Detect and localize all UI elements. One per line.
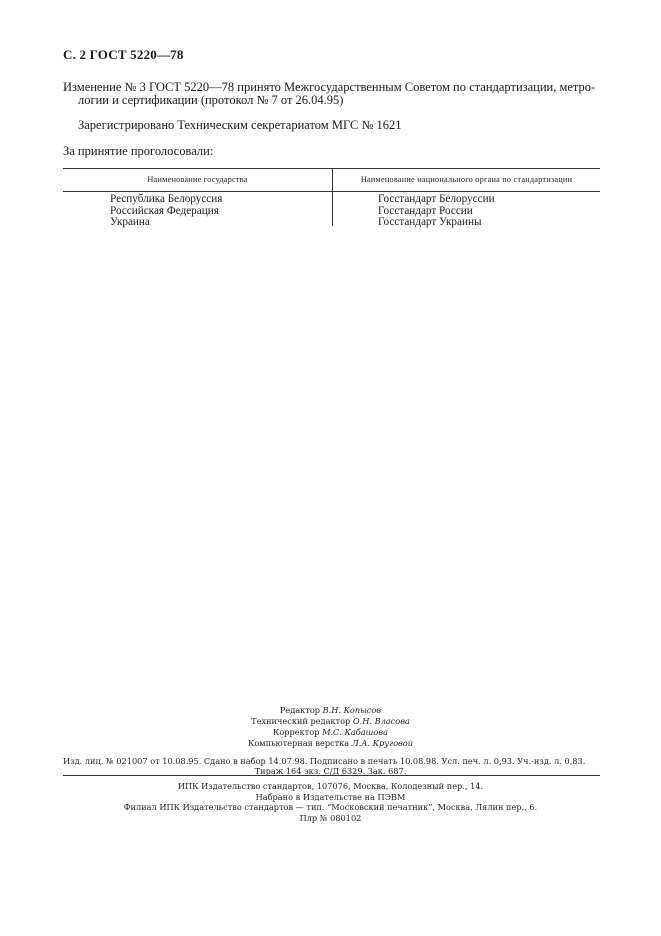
table-column-states bbox=[110, 194, 222, 229]
page-header: С. 2 ГОСТ 5220—78 bbox=[63, 47, 184, 62]
credit-proofreader bbox=[0, 727, 661, 737]
publisher-address: ИПК Издательство стандартов, 107076, Москва, Колодезный пер., 14. bbox=[177, 781, 484, 791]
publication-details-line1: Изд. лиц. № 021007 от 10.08.95. Сдано в набор 14.07.98. Подписано в печать 10.08.98. Усл. печ. л. 0,93. Уч.-изд. л. 0,83. bbox=[63, 756, 586, 766]
table-cell-state: Украина bbox=[110, 216, 150, 228]
table-column-national-bodies bbox=[378, 194, 495, 229]
imprint-divider bbox=[63, 775, 600, 776]
credit-layout bbox=[0, 738, 661, 748]
typeset-note: Набрано в Издательстве на ПЭВМ bbox=[255, 792, 406, 802]
credit-tech-editor bbox=[0, 716, 661, 726]
credit-person: О.Н. Власова bbox=[352, 716, 410, 726]
credit-role: Редактор bbox=[279, 705, 321, 715]
credit-role: Технический редактор bbox=[251, 716, 351, 726]
publication-details-line2: Тираж 164 экз. С/Д 6329. Зак. 687. bbox=[254, 766, 407, 776]
table-header-national-body: Наименование национального органа по стандартизации bbox=[360, 175, 573, 184]
table-cell-national-body: Госстандарт России bbox=[378, 204, 473, 217]
table-header-state: Наименование государства bbox=[147, 175, 248, 184]
credit-person: В.Н. Копысов bbox=[322, 705, 382, 715]
license-number: Плр № 080102 bbox=[299, 813, 362, 823]
credit-role: Компьютерная верстка bbox=[247, 738, 350, 748]
amendment-text-line1: Изменение № 3 ГОСТ 5220—78 принято Межгосударственным Советом по стандартизации, метро- bbox=[63, 80, 596, 94]
amendment-text-line2: логии и сертификации (протокол № 7 от 26.04.95) bbox=[78, 93, 344, 107]
voted-for-label: За принятие проголосовали: bbox=[63, 144, 214, 158]
credit-person: М.С. Кабашова bbox=[322, 727, 388, 737]
registration-note: Зарегистрировано Техническим секретариатом МГС № 1621 bbox=[78, 118, 402, 132]
table-cell-national-body: Госстандарт Белоруссии bbox=[378, 193, 495, 205]
printing-house: Филиал ИПК Издательство стандартов — тип. “Московский печатник”, Москва, Лялин пер., 6. bbox=[123, 802, 538, 812]
table-cell-national-body: Госстандарт Украины bbox=[378, 216, 482, 228]
credit-role: Корректор bbox=[273, 727, 320, 737]
credit-editor bbox=[0, 705, 661, 715]
table-cell-state: Российская Федерация bbox=[110, 204, 219, 217]
credit-person: Л.А. Круговой bbox=[351, 738, 414, 748]
table-cell-state: Республика Белоруссия bbox=[110, 193, 223, 205]
